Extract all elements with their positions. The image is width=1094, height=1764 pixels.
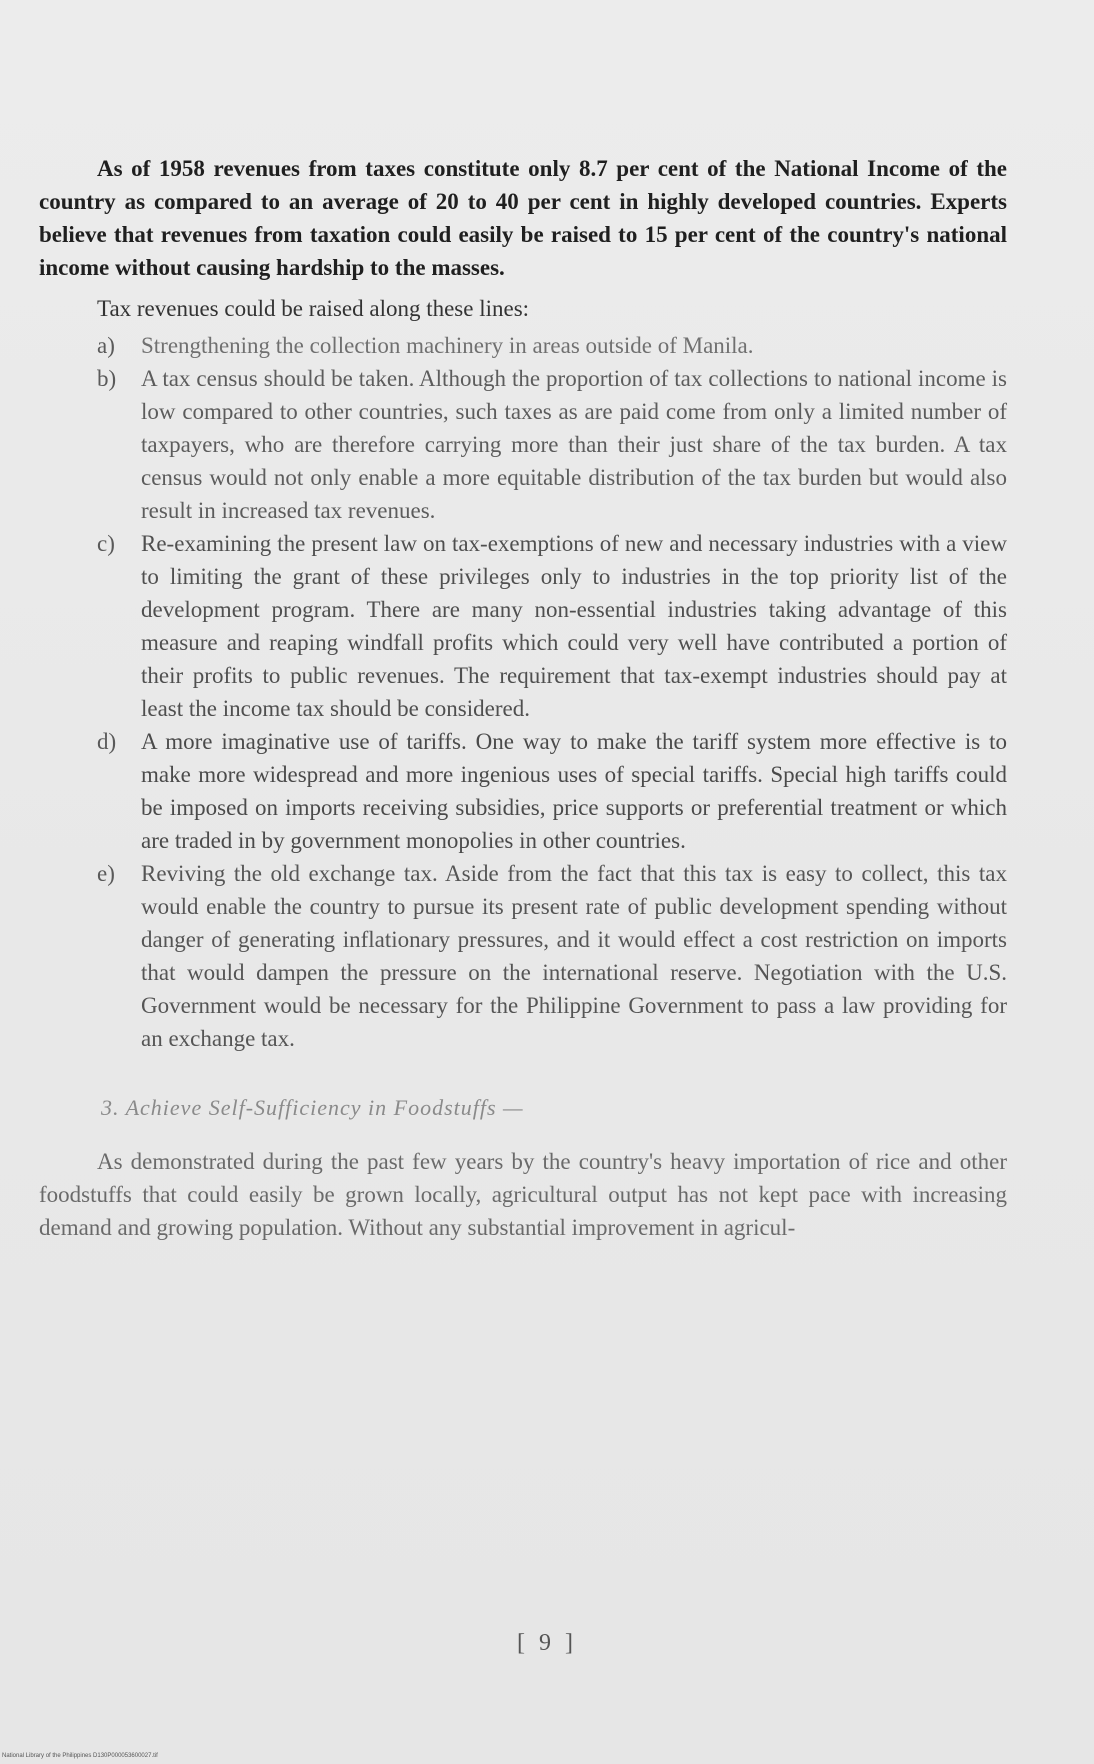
section-heading: 3. Achieve Self-Sufficiency in Foodstuffs — [101, 1095, 524, 1120]
tax-measures-list [39, 329, 1007, 1055]
list-item-label: b) [97, 366, 117, 391]
list-item-label: d) [97, 729, 117, 754]
page-content [39, 152, 1007, 1244]
opening-paragraph: As of 1958 revenues from taxes constitute only 8.7 per cent of the National Income of the country as compared to an average of 20 to 40 per cent in highly developed countries. Experts believe that revenues from taxation could easily be raised to 15 per cent of the country's national income without causing hardship to the masses. [39, 156, 1007, 280]
list-item [97, 857, 1007, 1055]
list-item-text: Strengthening the collection machinery in areas outside of Manila. [141, 333, 754, 358]
list-item [97, 725, 1007, 857]
list-item-label: e) [97, 861, 115, 886]
list-item-text: Reviving the old exchange tax. Aside from the fact that this tax is easy to collect, this tax would enable the country to pursue its present rate of public development spending without danger of generating inflationary pressures, and it would effect a cost restriction on imports that would dampen the pressure on the international reserve. Negotiation with the U.S. Government would be necessary for the Philippine Government to pass a law providing for an exchange tax. [141, 861, 1007, 1051]
list-item [97, 362, 1007, 527]
list-item-text: A more imaginative use of tariffs. One way to make the tariff system more effective is to make more widespread and more ingenious uses of special tariffs. Special high tariffs could be imposed on imports receiving subsidies, price supports or preferential treatment or which are traded in by government monopolies in other countries. [141, 729, 1007, 853]
list-item-text: A tax census should be taken. Although the proportion of tax collections to national income is low compared to other countries, such taxes as are paid come from only a limited number of taxpayers, who are therefore carrying more than their just share of the tax burden. A tax census would not only enable a more equitable distribution of the tax burden but would also result in increased tax revenues. [141, 366, 1007, 523]
list-item-text: Re-examining the present law on tax-exemptions of new and necessary industries with a view to limiting the grant of these privileges only to industries in the top priority list of the development program. There are many non-essential industries taking advantage of this measure and reaping windfall profits which could very well have contributed a portion of their profits to public revenues. The requirement that tax-exempt industries should pay at least the income tax should be considered. [141, 531, 1007, 721]
scan-footer: National Library of the Philippines D130P000053600027.tif [2, 1753, 158, 1759]
list-intro: Tax revenues could be raised along these lines: [97, 296, 530, 321]
list-item [97, 329, 1007, 362]
page-number: [ 9 ] [517, 1630, 577, 1656]
list-item [97, 527, 1007, 725]
closing-paragraph: As demonstrated during the past few years by the country's heavy importation of rice and other foodstuffs that could easily be grown locally, agricultural output has not kept pace with increasing demand and growing population. Without any substantial improvement in agricul- [39, 1149, 1007, 1240]
list-item-label: a) [97, 333, 115, 358]
list-item-label: c) [97, 531, 115, 556]
